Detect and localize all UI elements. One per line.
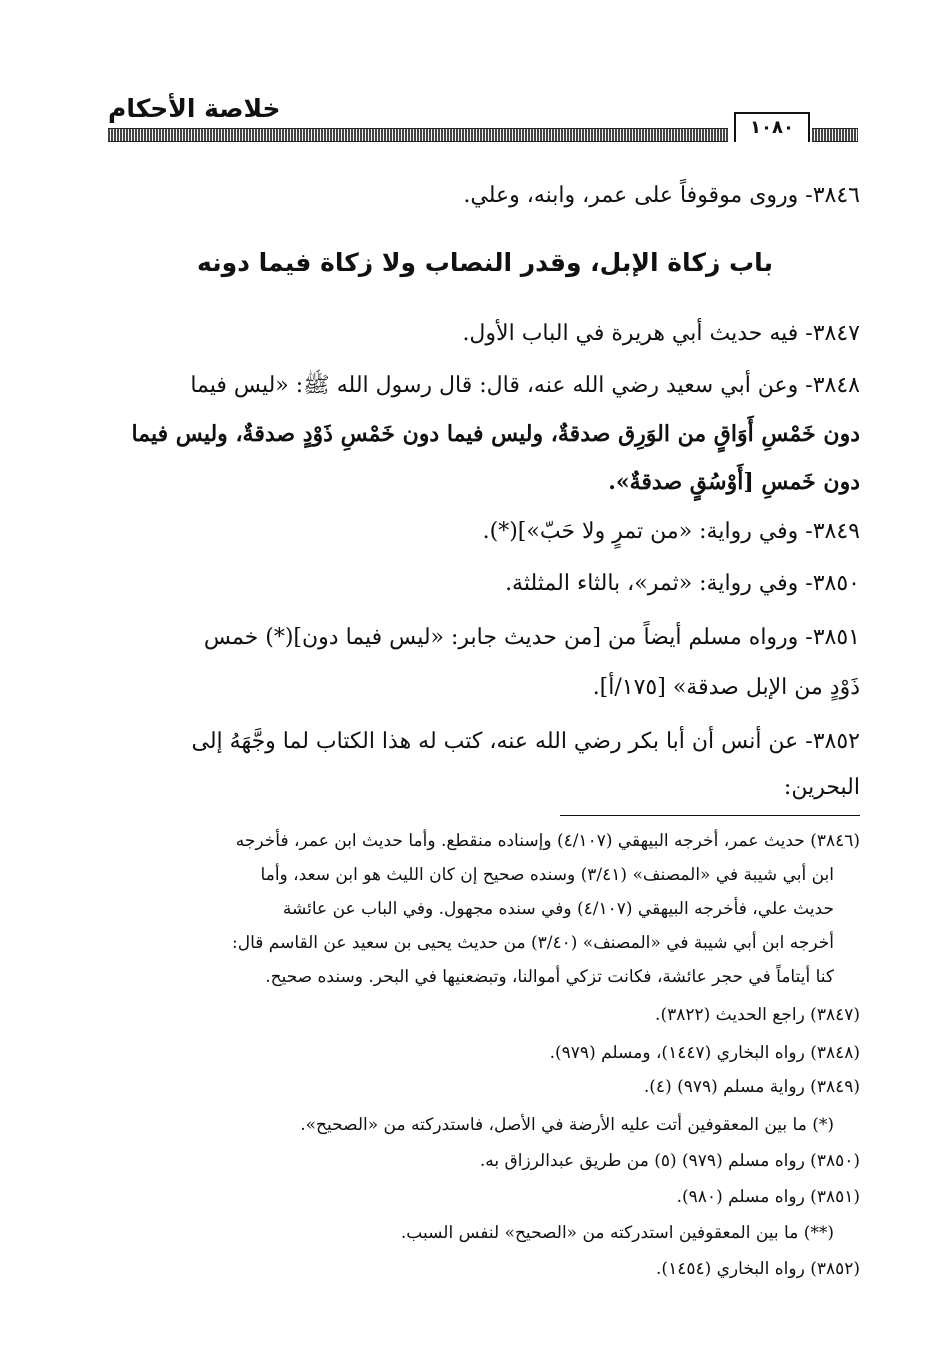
header-rule: [108, 128, 728, 142]
hadith-3848-line-1: ٣٨٤٨- وعن أبي سعيد رضي الله عنه، قال: قال رسول الله ﷺ: «ليس فيما: [190, 373, 860, 398]
footnote-asterisk-1: (*) ما بين المعقوفين أتت عليه الأرضة في الأصل، فاستدركته من «الصحيح».: [300, 1115, 834, 1135]
footnote-3850: (٣٨٥٠) رواه مسلم (٩٧٩) (٥) من طريق عبدالرزاق به.: [479, 1151, 860, 1171]
hadith-3852-line-1: ٣٨٥٢- عن أنس أن أبا بكر رضي الله عنه، كتب له هذا الكتاب لما وجَّهَهُ إلى: [191, 729, 860, 754]
footnote-3849: (٣٨٤٩) رواية مسلم (٩٧٩) (٤).: [643, 1077, 860, 1097]
footnote-3848: (٣٨٤٨) رواه البخاري (١٤٤٧)، ومسلم (٩٧٩).: [549, 1043, 860, 1063]
hadith-3847: ٣٨٤٧- فيه حديث أبي هريرة في الباب الأول.: [462, 321, 860, 346]
footnote-3851: (٣٨٥١) رواه مسلم (٩٨٠).: [676, 1187, 860, 1207]
hadith-3848-line-3: دون خَمسِ [أَوْسُقٍ صدقةٌ».: [608, 469, 860, 495]
footnote-3847: (٣٨٤٧) راجع الحديث (٣٨٢٢).: [655, 1005, 860, 1025]
hadith-3851-line-1: ٣٨٥١- ورواه مسلم أيضاً من [من حديث جابر: «ليس فيما دون](*) خمس: [203, 625, 860, 650]
footnote-3846-line-1: (٣٨٤٦) حديث عمر، أخرجه البيهقي (٤/١٠٧) وإسناده منقطع. وأما حديث ابن عمر، فأخرجه: [235, 831, 860, 851]
footnote-3852: (٣٨٥٢) رواه البخاري (١٤٥٤).: [656, 1259, 860, 1279]
hadith-3850: ٣٨٥٠- وفي رواية: «ثمر»، بالثاء المثلثة.: [505, 571, 860, 596]
footnote-3846-line-2: ابن أبي شيبة في «المصنف» (٣/٤١) وسنده صحيح إن كان الليث هو ابن سعد، وأما: [260, 865, 834, 885]
running-header-title: خلاصة الأحكام: [108, 94, 281, 123]
hadith-3852-line-2: البحرين:: [783, 775, 860, 800]
page-number: ١٠٨٠: [734, 112, 810, 142]
hadith-3846: ٣٨٤٦- وروى موقوفاً على عمر، وابنه، وعلي.: [463, 183, 860, 208]
header-rule-right: [812, 128, 858, 142]
hadith-3851-line-2: ذَوْدٍ من الإبل صدقة» [١٧٥/أ].: [592, 675, 860, 700]
footnote-separator: [560, 815, 860, 816]
footnote-3846-line-5: كنا أيتاماً في حجر عائشة، فكانت تزكي أموالنا، وتبضعنيها في البحر. وسنده صحيح.: [265, 967, 834, 987]
footnote-asterisk-2: (**) ما بين المعقوفين استدركته من «الصحيح» لنفس السبب.: [400, 1223, 834, 1243]
footnote-3846-line-3: حديث علي، فأخرجه البيهقي (٤/١٠٧) وفي سنده مجهول. وفي الباب عن عائشة: [282, 899, 834, 919]
chapter-heading: باب زكاة الإبل، وقدر النصاب ولا زكاة فيما دونه: [197, 248, 773, 277]
hadith-3849: ٣٨٤٩- وفي رواية: «من تمرٍ ولا حَبّ»](*).: [482, 519, 860, 544]
footnote-3846-line-4: أخرجه ابن أبي شيبة في «المصنف» (٣/٤٠) من حديث يحيى بن سعيد عن القاسم قال:: [231, 933, 834, 953]
hadith-3848-line-2: دون خَمْسِ أَوَاقٍ من الوَرِق صدقةٌ، وليس فيما دون خَمْسِ ذَوْدٍ صدقةٌ، وليس فيما: [131, 421, 860, 447]
